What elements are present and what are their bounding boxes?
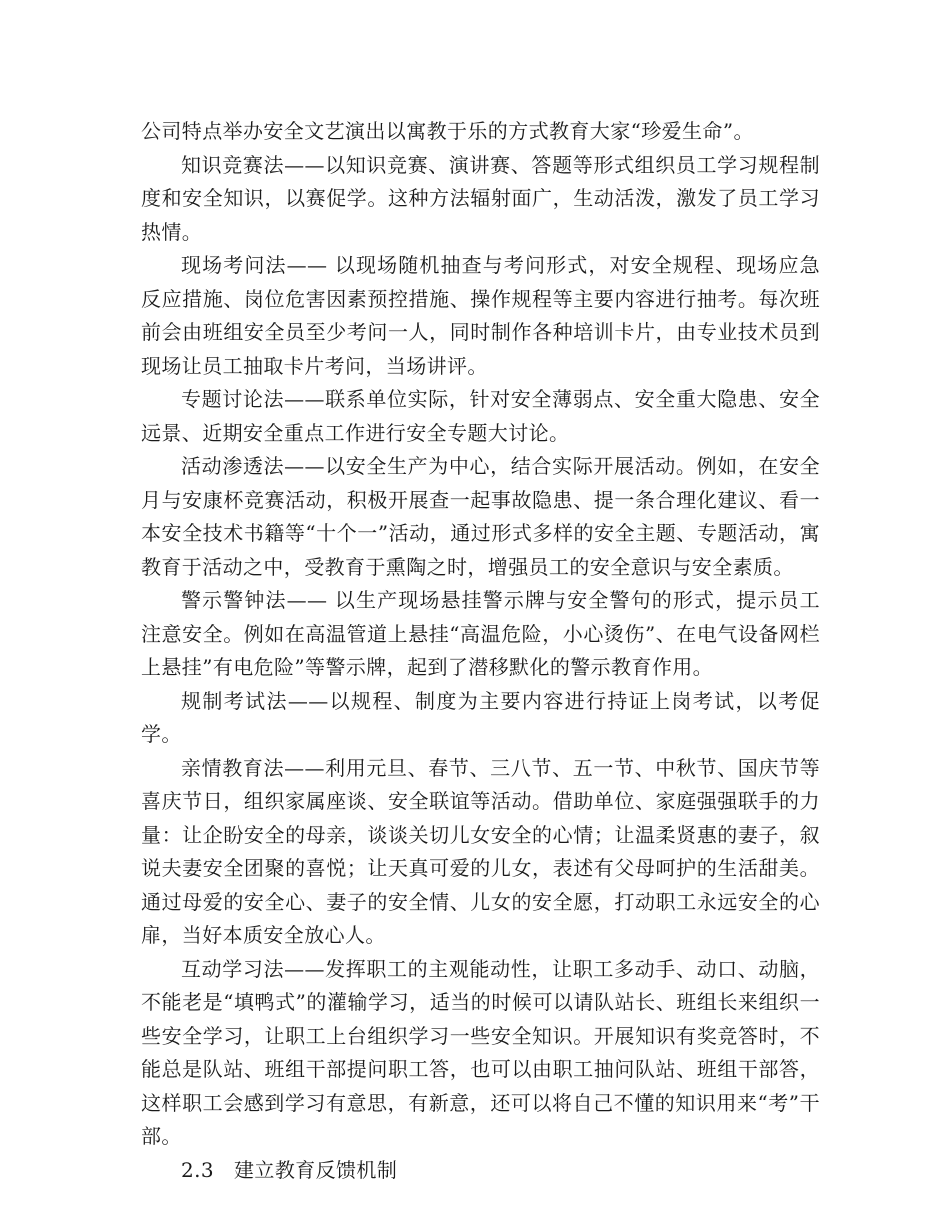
- paragraph-warning-signs: 警示警钟法—— 以生产现场悬挂警示牌与安全警句的形式，提示员工注意安全。例如在高温管道上悬挂“高温危险，小心烫伤”、在电气设备网栏上悬挂”有电危险”等警示牌，起到了潜移默化的警示教育作用。: [141, 588, 820, 679]
- paragraph-regulation-exam: 规制考试法——以规程、制度为主要内容进行持证上岗考试，以考促学。: [141, 688, 820, 746]
- section-title: 建立教育反馈机制: [234, 1157, 398, 1182]
- paragraph-family-education: 亲情教育法——利用元旦、春节、三八节、五一节、中秋节、国庆节等喜庆节日，组织家属座谈、安全联谊等活动。借助单位、家庭强强联手的力量：让企盼安全的母亲，谈谈关切儿女安全的心情；让温柔贤惠的妻子，叙说夫妻安全团聚的喜悦；让天真可爱的儿女，表述有父母呵护的生活甜美。通过母爱的安全心、妻子的安全情、儿女的安全愿，打动职工永远安全的心扉，当好本质安全放心人。: [141, 755, 820, 947]
- paragraph-continuation: 公司特点举办安全文艺演出以寓教于乐的方式教育大家“珍爱生命”。: [141, 119, 754, 143]
- paragraph-onsite-quiz: 现场考问法—— 以现场随机抽查与考问形式，对安全规程、现场应急反应措施、岗位危害因素预控措施、操作规程等主要内容进行抽考。每次班前会由班组安全员至少考问一人，同时制作各种培训卡片，由专业技术员到现场让员工抽取卡片考问，当场讲评。: [141, 253, 820, 378]
- section-number: 2.3: [181, 1157, 215, 1182]
- paragraph-activity-infiltration: 活动渗透法——以安全生产为中心，结合实际开展活动。例如，在安全月与安康杯竞赛活动，积极开展查一起事故隐患、提一条合理化建议、看一本安全技术书籍等“十个一”活动，通过形式多样的安全主题、专题活动，寓教育于活动之中，受教育于熏陶之时，增强员工的安全意识与安全素质。: [141, 454, 820, 579]
- paragraph-topic-discussion: 专题讨论法——联系单位实际，针对安全薄弱点、安全重大隐患、安全远景、近期安全重点工作进行安全专题大讨论。: [141, 387, 820, 445]
- section-heading: [141, 1154, 820, 1188]
- paragraph-interactive-learning: 互动学习法——发挥职工的主观能动性，让职工多动手、动口、动脑，不能老是“填鸭式”的灌输学习，适当的时候可以请队站长、班组长来组织一些安全学习，让职工上台组织学习一些安全知识。开展知识有奖竞答时，不能总是队站、班组干部提问职工答，也可以由职工抽问队站、班组干部答，这样职工会感到学习有意思，有新意，还可以将自己不懂的知识用来“考”干部。: [141, 956, 820, 1148]
- paragraph-knowledge-contest: 知识竞赛法——以知识竞赛、演讲赛、答题等形式组织员工学习规程制度和安全知识，以赛促学。这种方法辐射面广，生动活泼，激发了员工学习热情。: [141, 152, 820, 244]
